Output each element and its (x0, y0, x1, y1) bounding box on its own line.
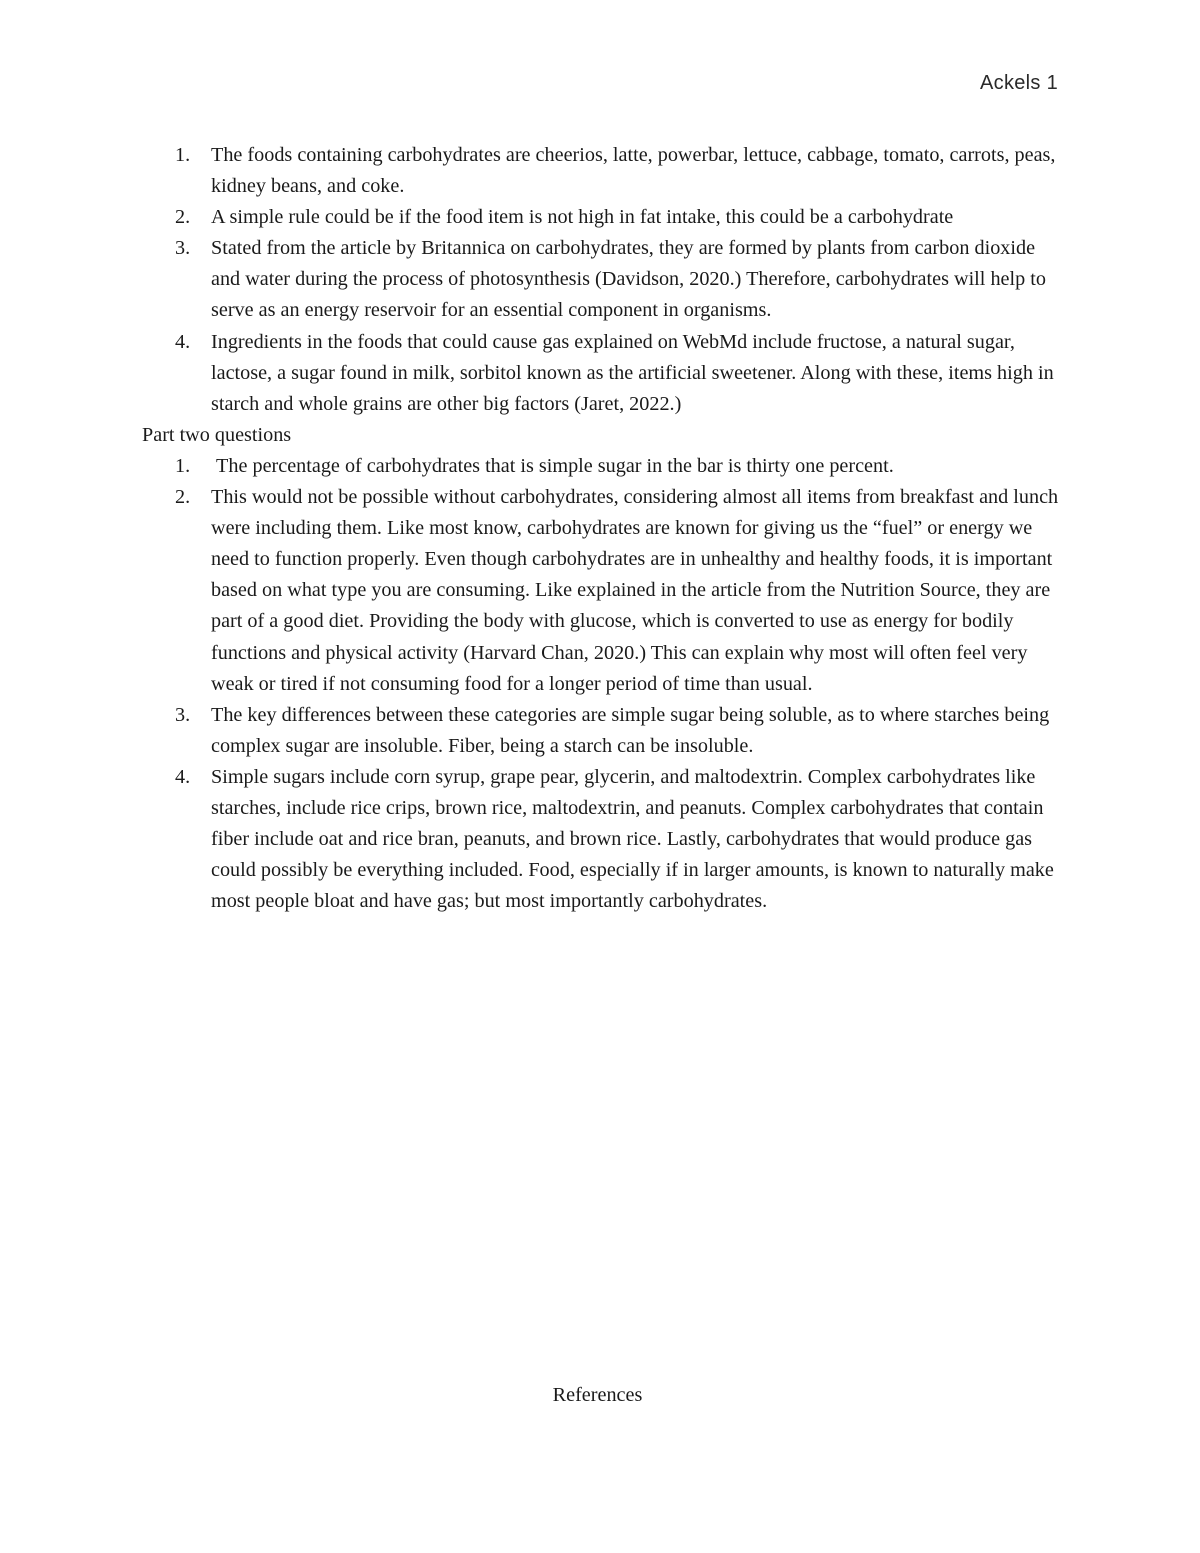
list-item (142, 762, 1062, 917)
list-item (142, 140, 1062, 202)
list-item (142, 482, 1062, 700)
list-item-number: 2. (175, 486, 191, 509)
references-heading: References (552, 1384, 643, 1406)
list-item-text: This would not be possible without carbohydrates, considering almost all items from breakfast and lunch were including them. Like most know, carbohydrates are known for giving us the “fuel” or energy we need to function properly. Even though carbohydrates are in unhealthy and healthy foods, it is important based on what type you are consuming. Like explained in the article from the Nutrition Source, they are part of a good diet. Providing the body with glucose, which is converted to use as energy for bodily functions and physical activity (Harvard Chan, 2020.) This can explain why most will often feel very weak or tired if not consuming food for a longer period of time than usual. (211, 486, 1059, 695)
list-item-number: 2. (175, 206, 191, 229)
list-item (142, 327, 1062, 420)
list-item-text: The foods containing carbohydrates are cheerios, latte, powerbar, lettuce, cabbage, tomato, carrots, peas, kidney beans, and coke. (211, 144, 1056, 198)
list-item (142, 700, 1062, 762)
list-item-text: A simple rule could be if the food item is not high in fat intake, this could be a carbohydrate (211, 206, 954, 229)
list-item-text: Simple sugars include corn syrup, grape pear, glycerin, and maltodextrin. Complex carbohydrates like starches, include rice crips, brown rice, maltodextrin, and peanuts. Complex carbohydrates that contain fiber include oat and rice bran, peanuts, and brown rice. Lastly, carbohydrates that would produce gas could possibly be everything included. Food, especially if in larger amounts, is known to naturally make most people bloat and have gas; but most importantly carbohydrates. (211, 765, 1054, 913)
part-one-list (142, 140, 1062, 420)
list-item-number: 1. (175, 454, 191, 477)
list-item-text: The percentage of carbohydrates that is simple sugar in the bar is thirty one percent. (211, 454, 894, 477)
list-item-number: 1. (175, 144, 191, 166)
list-item-number: 3. (175, 703, 191, 726)
list-item (142, 202, 1062, 233)
part-two-list (142, 451, 1062, 917)
running-head: Ackels 1 (980, 72, 1058, 94)
list-item-number: 4. (175, 330, 191, 353)
list-item-text: Stated from the article by Britannica on carbohydrates, they are formed by plants from carbon dioxide and water during the process of photosynthesis (Davidson, 2020.) Therefore, carbohydrates will help to serve as an energy reservoir for an essential component in organisms. (211, 237, 1046, 322)
list-item (142, 451, 1062, 482)
list-item-number: 4. (175, 765, 191, 788)
document-body (142, 140, 1062, 917)
part-two-heading: Part two questions (142, 423, 292, 446)
list-item-text: Ingredients in the foods that could cause gas explained on WebMd include fructose, a natural sugar, lactose, a sugar found in milk, sorbitol known as the artificial sweetener. Along with these, items high in starch and whole grains are other big factors (Jaret, 2022.) (211, 330, 1054, 415)
list-item-number: 3. (175, 237, 191, 260)
list-item (142, 233, 1062, 326)
list-item-text: The key differences between these categories are simple sugar being soluble, as to where starches being complex sugar are insoluble. Fiber, being a starch can be insoluble. (211, 703, 1050, 757)
